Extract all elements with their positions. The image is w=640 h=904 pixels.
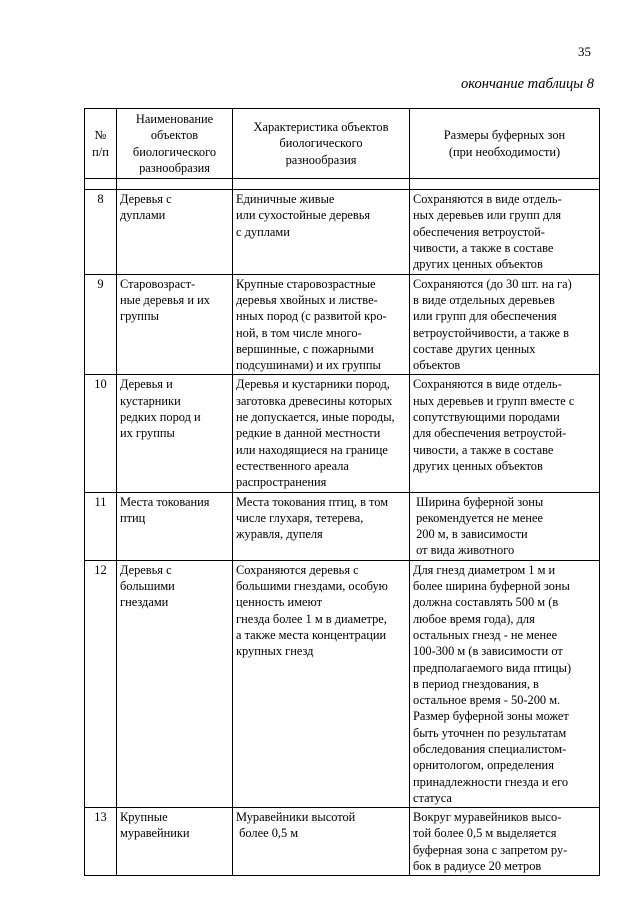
cell-text-line: Муравейники высотой — [236, 810, 356, 825]
cell-text-line: для обеспечения ветроустой- — [413, 426, 567, 441]
table-header-row — [85, 109, 600, 179]
cell-text-line: обследования специалистом- — [413, 741, 567, 756]
cell-text-line: естественного ареала — [236, 458, 349, 473]
row-number: 10 — [85, 375, 117, 492]
cell-text-line: Старовозраст- — [120, 276, 196, 291]
cell-text-line: Крупные — [120, 810, 168, 825]
object-name-cell — [117, 375, 233, 492]
cell-text-line: Крупные старовозрастные — [236, 276, 376, 291]
cell-text-line: ных деревьев и групп вместе с — [413, 393, 575, 408]
buffer-zones-table — [84, 108, 600, 876]
cell-text-line: муравейники — [120, 826, 190, 841]
cell-text-line: Деревья и кустарники пород, — [236, 377, 390, 392]
cell-text-line: Места токования птиц, в том — [236, 494, 389, 509]
table-row — [85, 492, 600, 560]
row-number: 12 — [85, 560, 117, 807]
cell-text-line: любое время года), для — [413, 611, 535, 626]
characteristics-cell — [233, 375, 410, 492]
cell-text-line: группы — [120, 309, 159, 324]
cell-text-line: распространения — [236, 475, 327, 490]
cell-text-line: других ценных объектов — [413, 458, 543, 473]
cell-text-line: (при необходимости) — [448, 144, 561, 159]
cell-text-line: рекомендуется не менее — [413, 510, 544, 525]
cell-text-line: 200 м, в зависимости — [413, 527, 528, 542]
buffer-size-cell — [410, 492, 600, 560]
header-characteristics — [233, 109, 410, 179]
cell-text-line: заготовка древесины которых — [236, 393, 393, 408]
cell-text-line: журавля, дупеля — [236, 527, 323, 542]
cell-text-line: нных пород (с развитой кро- — [236, 309, 387, 324]
cell-text-line: п/п — [92, 144, 109, 159]
table-row — [85, 190, 600, 274]
cell-text-line: гнездами — [120, 595, 169, 610]
cell-text-line: Для гнезд диаметром 1 м и — [413, 562, 556, 577]
row-number: 9 — [85, 274, 117, 375]
cell-text-line: ных деревьев или групп для — [413, 208, 562, 223]
cell-text-line: других ценных объектов — [413, 257, 543, 272]
table-row — [85, 375, 600, 492]
buffer-size-cell — [410, 808, 600, 876]
cell-text-line: или групп для обеспечения — [413, 309, 557, 324]
buffer-size-cell — [410, 274, 600, 375]
cell-text-line: биологического — [279, 136, 363, 151]
cell-text-line: разнообразия — [285, 152, 357, 167]
object-name-cell — [117, 808, 233, 876]
cell-text-line: числе глухаря, тетерева, — [236, 510, 364, 525]
characteristics-cell — [233, 274, 410, 375]
table-row — [85, 560, 600, 807]
cell-text-line: Ширина буферной зоны — [413, 494, 544, 509]
cell-text-line: чивости, а также в составе — [413, 241, 554, 256]
table-spacer-row — [85, 179, 600, 190]
buffer-size-cell — [410, 190, 600, 274]
row-number: 13 — [85, 808, 117, 876]
table-continuation-caption: окончание таблицы 8 — [461, 76, 594, 92]
cell-text-line: орнитологом, определения — [413, 758, 554, 773]
buffer-size-cell — [410, 375, 600, 492]
cell-text-line: биологического — [132, 144, 217, 159]
object-name-cell — [117, 190, 233, 274]
cell-text-line: Деревья с — [120, 562, 172, 577]
cell-text-line: объектов — [413, 358, 461, 373]
cell-text-line: дуплами — [120, 208, 166, 223]
cell-text-line: в виде отдельных деревьев — [413, 292, 555, 307]
cell-text-line: Размер буферной зоны может — [413, 709, 569, 724]
cell-text-line: или сухостойные деревья — [236, 208, 371, 223]
characteristics-cell — [233, 190, 410, 274]
characteristics-cell — [233, 492, 410, 560]
cell-text-line: гнезда более 1 м в диаметре, — [236, 611, 387, 626]
cell-text-line: Места токования — [120, 494, 210, 509]
cell-text-line: крупных гнезд — [236, 644, 314, 659]
page-number: 35 — [578, 44, 591, 59]
cell-text-line: Сохраняются деревья с — [236, 562, 359, 577]
object-name-cell — [117, 560, 233, 807]
cell-text-line: Деревья и — [120, 377, 173, 392]
cell-text-line: быть уточнен по результатам — [413, 725, 567, 740]
cell-text-line: составе других ценных — [413, 341, 536, 356]
cell-text-line: или находящиеся на границе — [236, 442, 388, 457]
cell-text-line: Сохраняются в виде отдель- — [413, 377, 562, 392]
cell-text-line: Вокруг муравейников высо- — [413, 810, 562, 825]
row-number: 11 — [85, 492, 117, 560]
cell-text-line: разнообразия — [139, 160, 210, 175]
cell-text-line: ной, в том числе много- — [236, 325, 362, 340]
cell-text-line: большими — [120, 579, 175, 594]
cell-text-line: подсушинами) и их группы — [236, 358, 381, 373]
cell-text-line: их группы — [120, 426, 175, 441]
cell-text-line: принадлежности гнезда и его — [413, 774, 569, 789]
cell-text-line: птиц — [120, 510, 146, 525]
cell-text-line: Сохраняются в виде отдель- — [413, 192, 562, 207]
cell-text-line: редкие в данной местности — [236, 426, 381, 441]
buffer-size-cell — [410, 560, 600, 807]
row-number: 8 — [85, 190, 117, 274]
cell-text-line: должна составлять 500 м (в — [413, 595, 559, 610]
cell-text-line: более ширина буферной зоны — [413, 579, 570, 594]
cell-text-line: Размеры буферных зон — [443, 128, 566, 143]
cell-text-line: с дуплами — [236, 224, 290, 239]
cell-text-line: ные деревья и их — [120, 292, 210, 307]
cell-text-line: а также места концентрации — [236, 627, 387, 642]
cell-text-line: редких пород и — [120, 410, 201, 425]
cell-text-line: Наименование — [135, 112, 214, 126]
cell-text-line: обеспечения ветроустой- — [413, 224, 545, 239]
cell-text-line: № — [94, 128, 107, 143]
cell-text-line: Характеристика объектов — [253, 120, 389, 135]
cell-text-line: объектов — [150, 128, 199, 143]
table-row — [85, 274, 600, 375]
cell-text-line: остальных гнезд - не менее — [413, 627, 558, 642]
cell-text-line: статуса — [413, 790, 452, 805]
cell-text-line: Деревья с — [120, 192, 172, 207]
cell-text-line: остальное время - 50-200 м. — [413, 693, 561, 708]
cell-text-line: ценность имеют — [236, 595, 323, 610]
cell-text-line: чивости, а также в составе — [413, 442, 554, 457]
cell-text-line: 100-300 м (в зависимости от — [413, 644, 563, 659]
cell-text-line: кустарники — [120, 393, 181, 408]
cell-text-line: деревья хвойных и листве- — [236, 292, 378, 307]
object-name-cell — [117, 274, 233, 375]
cell-text-line: той более 0,5 м выделяется — [413, 826, 557, 841]
cell-text-line: предполагаемого вида птицы) — [413, 660, 572, 675]
header-number — [85, 109, 117, 179]
characteristics-cell — [233, 808, 410, 876]
table-row — [85, 808, 600, 876]
header-object-name — [117, 109, 233, 179]
cell-text-line: от вида животного — [413, 543, 515, 558]
cell-text-line: не допускается, иные породы, — [236, 410, 395, 425]
header-buffer-size — [410, 109, 600, 179]
cell-text-line: Единичные живые — [236, 192, 335, 207]
cell-text-line: в период гнездования, в — [413, 676, 539, 691]
characteristics-cell — [233, 560, 410, 807]
cell-text-line: бок в радиусе 20 метров — [413, 859, 542, 874]
cell-text-line: вершинные, с пожарными — [236, 341, 374, 356]
cell-text-line: большими гнездами, особую — [236, 579, 388, 594]
cell-text-line: буферная зона с запретом ру- — [413, 842, 568, 857]
cell-text-line: сопутствующими породами — [413, 410, 560, 425]
object-name-cell — [117, 492, 233, 560]
cell-text-line: Сохраняются (до 30 шт. на га) — [413, 276, 572, 291]
cell-text-line: более 0,5 м — [236, 826, 299, 841]
cell-text-line: ветроустойчивости, а также в — [413, 325, 569, 340]
